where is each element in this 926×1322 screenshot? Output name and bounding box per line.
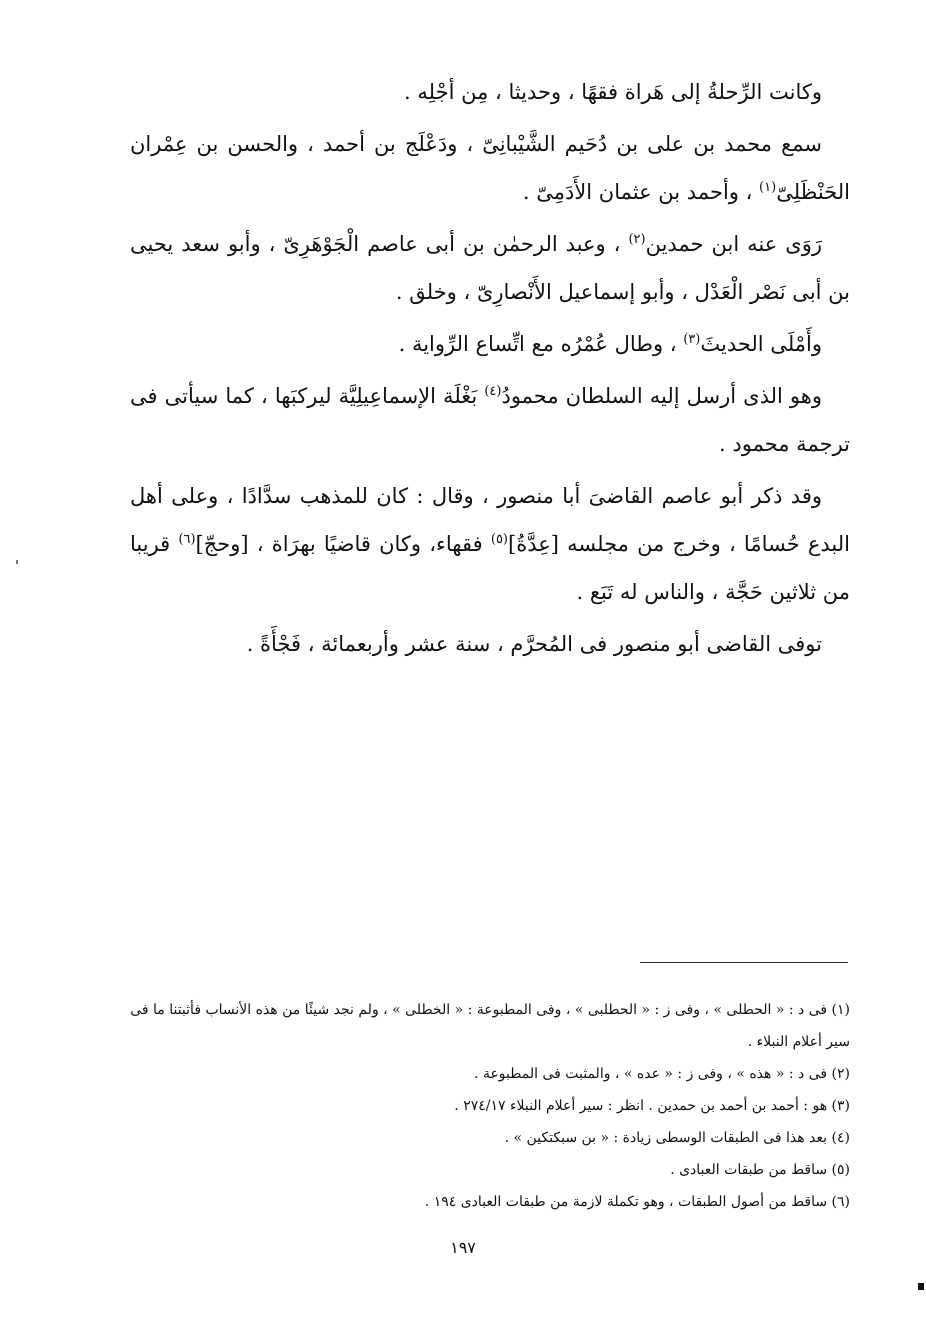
paragraph-text: سمع محمد بن على بن دُحَيم الشَّيْبانِىّ ، ودَعْلَج بن أحمد ، والحسن بن عِمْران الحَنْظَلِىّ — [130, 132, 850, 204]
footnote: (٢) فى د : « هذه » ، وفى ز : « عده » ، والمثبت فى المطبوعة . — [474, 1066, 850, 1082]
paragraph-text: وكانت الرِّحلةُ إلى هَراة فقهًا ، وحديثا ، مِن أجْلِه . — [404, 80, 822, 104]
paragraph — [130, 220, 850, 316]
footnote-marker: (٤) — [484, 384, 502, 399]
paragraph-text: قريبا من ثلاثين حَجَّة ، والناس له تَبَع . — [130, 532, 850, 604]
footnote: (٤) بعد هذا فى الطبقات الوسطى زيادة : « بن سبكتكين » . — [504, 1130, 850, 1146]
paragraph-text: ، وطال عُمْرُه مع اتِّساع الرِّواية . — [398, 332, 684, 356]
paragraph-text: ، وعبد الرحمٰن بن أبى عاصم الْجَوْهَرِىّ ، وأبو سعد يحيى بن أبى نَصْر الْعَدْل ، وأبو إسماعيل الأَنْصارِىّ ، وخلق . — [130, 232, 850, 304]
paragraph-text: وأَمْلَى الحديثَ — [700, 332, 822, 356]
footnote: (٥) ساقط من طبقات العبادى . — [670, 1162, 850, 1178]
main-text — [130, 68, 850, 672]
footnote: (٦) ساقط من أصول الطبقات ، وهو تكملة لازمة من طبقات العبادى ١٩٤ . — [424, 1194, 850, 1210]
paragraph — [130, 68, 850, 116]
paragraph-text: ، وأحمد بن عثمان الأَدَمِىّ . — [522, 180, 760, 204]
page-number: ١٩٧ — [450, 1238, 476, 1257]
paragraph-text: بَغْلَة الإسماعِيلِيَّة ليركبَها ، كما سيأتى فى ترجمة محمود . — [130, 384, 850, 456]
paragraph — [130, 320, 850, 368]
footnote-marker: (٦) — [178, 532, 196, 547]
paragraph — [130, 120, 850, 216]
footnotes — [130, 994, 850, 1218]
footnote: (٣) هو : أحمد بن أحمد بن حمدين . انظر : سير أعلام النبلاء ٢٧٤/١٧ . — [454, 1098, 850, 1114]
paragraph — [130, 372, 850, 468]
paragraph-text: وقد ذكر أبو عاصم القاضىَ أبا منصور ، وقال : كان للمذهب سدَّادًا ، وعلى أهل البدع حُسامًا ، وخرج من مجلسه [عِدَّةُ] — [130, 484, 851, 556]
paragraph-text: وهو الذى أرسل إليه السلطان محمودُ — [501, 384, 822, 408]
footnote-marker: (٥) — [490, 532, 508, 547]
paragraph-text: فقهاء، وكان قاضيًا بهرَاة ، [وحجّ] — [195, 532, 491, 556]
footnote-marker: (٢) — [628, 232, 646, 247]
footnote-separator — [640, 962, 848, 963]
footnote-marker: (٣) — [683, 332, 701, 347]
paragraph — [130, 472, 850, 616]
paragraph — [130, 620, 850, 668]
scan-speck — [16, 560, 18, 564]
paragraph-text: توفى القاضى أبو منصور فى المُحرَّم ، سنة عشر وأربعمائة ، فَجْأَةً . — [246, 632, 822, 656]
paragraph-text: رَوَى عنه ابن حمدين — [645, 232, 823, 256]
margin-mark — [918, 1283, 924, 1290]
footnote-marker: (١) — [759, 180, 777, 195]
footnote: (١) فى د : « الحطلى » ، وفى ز : « الحطلبى » ، وفى المطبوعة : « الخطلى » ، ولم نجد شيئًا من هذه الأنساب فأثبتنا ما فى سير أعلام النبلاء . — [130, 1002, 850, 1050]
